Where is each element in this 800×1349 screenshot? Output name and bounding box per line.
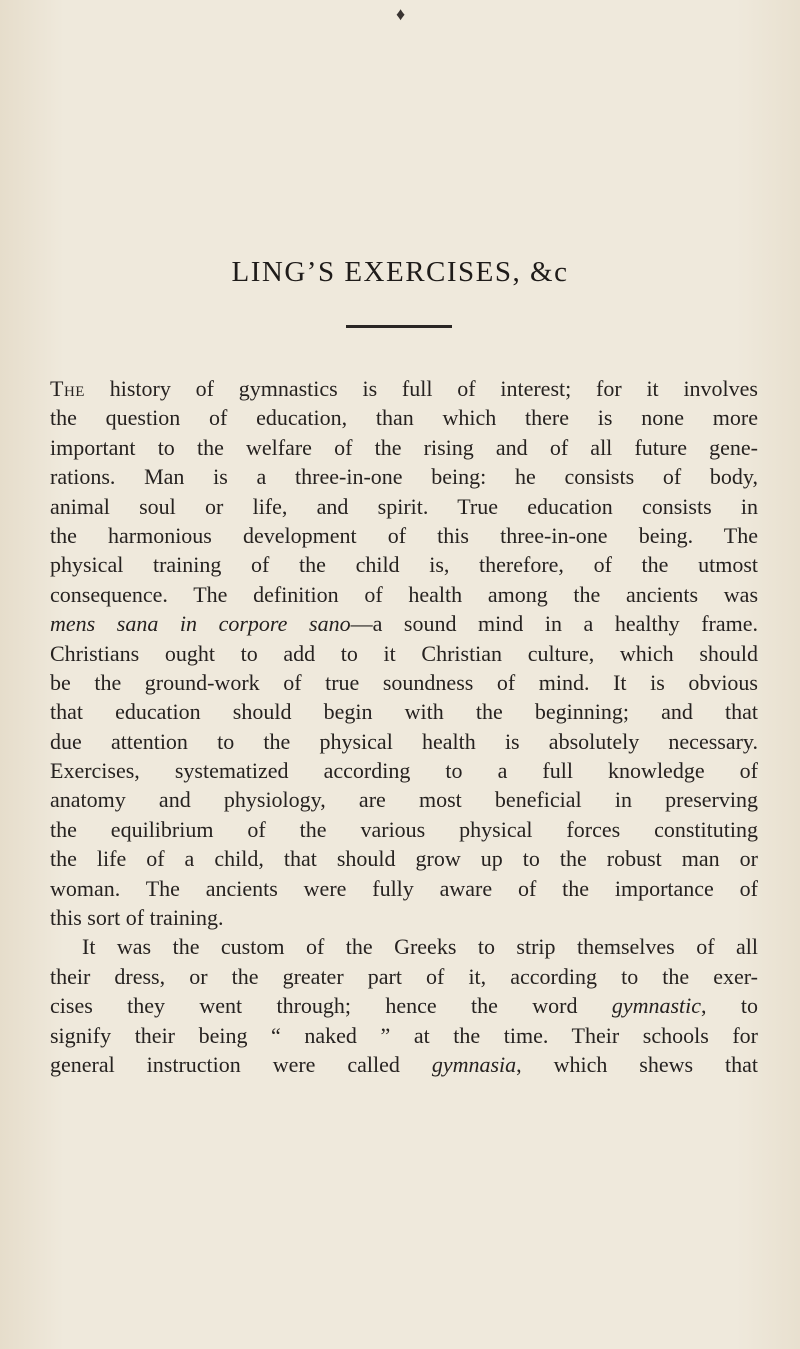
text-line: mens sana in corpore sano—a sound mind in a healthy frame. xyxy=(50,611,758,637)
text-line: Exercises, systematized according to a full knowledge of xyxy=(50,758,758,784)
text-line: be the ground-work of true soundness of mind. It is obvious xyxy=(50,669,758,695)
text-line: the life of a child, that should grow up to the robust man or xyxy=(50,846,758,872)
text-line: cises they went through; hence the word gymnastic, to xyxy=(50,993,758,1019)
page-title: LING’S EXERCISES, &c xyxy=(231,256,569,288)
text-line: physical training of the child is, therefore, of the utmost xyxy=(50,552,758,578)
italic-term: gymnastic xyxy=(611,993,702,1019)
text-line: consequence. The definition of health among the ancients was xyxy=(50,581,758,607)
body-text xyxy=(50,374,758,1079)
text-line: their dress, or the greater part of it, according to the exer- xyxy=(50,963,758,989)
text-line: the harmonious development of this three-in-one being. The xyxy=(50,522,758,548)
italic-term: gymnasia xyxy=(431,1051,517,1077)
text-line: Christians ought to add to it Christian culture, which should xyxy=(50,640,758,666)
text-line: important to the welfare of the rising and of all future gene- xyxy=(50,434,758,460)
text-line: animal soul or life, and spirit. True education consists in xyxy=(50,493,758,519)
lead-word: The xyxy=(50,376,85,401)
text-line: the question of education, than which there is none more xyxy=(50,405,758,431)
text-line: the equilibrium of the various physical forces constituting xyxy=(50,816,758,842)
signature-mark: ♦ xyxy=(396,4,406,24)
text-line: this sort of training. xyxy=(50,905,224,931)
text-line: It was the custom of the Greeks to strip themselves of all xyxy=(82,934,758,960)
text-line: due attention to the physical health is absolutely necessary. xyxy=(50,728,758,754)
text-line: rations. Man is a three-in-one being: he consists of body, xyxy=(50,464,758,490)
text-line: signify their being “ naked ” at the time. Their schools for xyxy=(50,1022,758,1048)
text-line: anatomy and physiology, are most beneficial in preserving xyxy=(50,787,758,813)
title-rule xyxy=(346,325,452,328)
text-line: general instruction were called gymnasia, which shews that xyxy=(50,1051,758,1077)
text-line: woman. The ancients were fully aware of the importance of xyxy=(50,875,758,901)
text-line: that education should begin with the beginning; and that xyxy=(50,699,758,725)
text-line: The history of gymnastics is full of interest; for it involves xyxy=(50,376,758,401)
latin-phrase: mens sana in corpore sano xyxy=(50,611,351,637)
